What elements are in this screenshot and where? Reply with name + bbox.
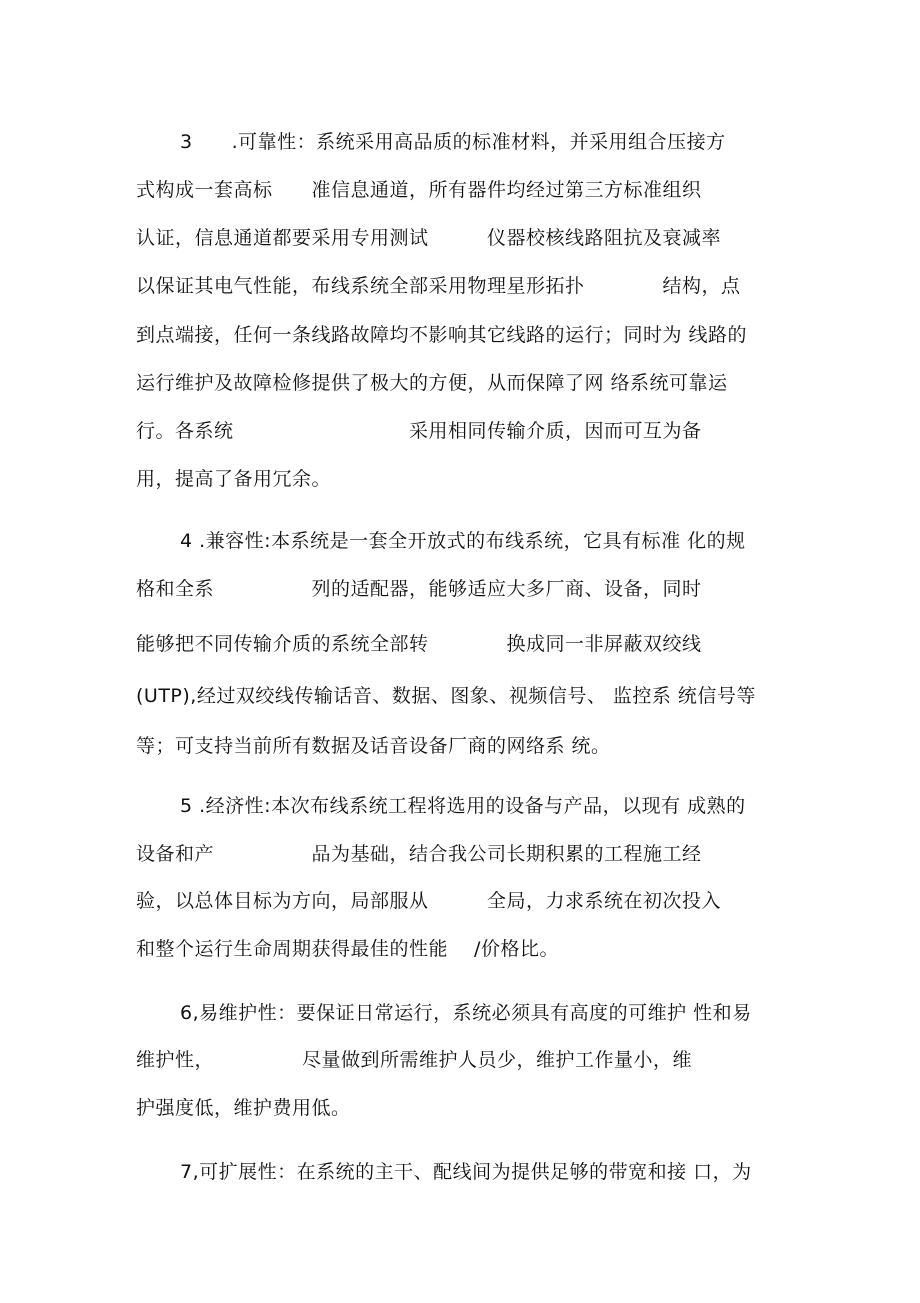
text-line: 格和全系 列的适配器，能够适应大多厂商、设备，同时 bbox=[136, 578, 702, 600]
text-line: 式构成一套高标 准信息通道，所有器件均经过第三方标准组织 bbox=[136, 179, 702, 201]
text-line: 运行维护及故障检修提供了极大的方便，从而保障了网 络系统可靠运 bbox=[136, 372, 728, 394]
text-line: (UTP),经过双绞线传输话音、数据、图象、视频信号、 监控系 统信号等 bbox=[136, 685, 756, 707]
text-line: 5 .经济性:本次布线系统工程将选用的设备与产品，以现有 成熟的 bbox=[180, 795, 746, 817]
text-line: 3 .可靠性：系统采用高品质的标准材料，并采用组合压接方 bbox=[180, 131, 726, 153]
text-line: 等；可支持当前所有数据及话音设备厂商的网络系 统。 bbox=[136, 735, 611, 757]
text-line: 设备和产 品为基础，结合我公司长期积累的工程施工经 bbox=[136, 843, 702, 865]
text-line: 维护性， 尽量做到所需维护人员少，维护工作量小，维 bbox=[136, 1049, 693, 1071]
text-line: 到点端接，任何一条线路故障均不影响其它线路的运行；同时为 线路的 bbox=[136, 324, 748, 346]
text-line: 认证，信息通道都要采用专用测试 仪器校核线路阻抗及衰减率 bbox=[136, 227, 722, 249]
text-line: 验，以总体目标为方向，局部服从 全局，力求系统在初次投入 bbox=[136, 890, 722, 912]
text-line: 用，提高了备用冗余。 bbox=[136, 468, 332, 490]
text-line: 4 .兼容性:本系统是一套全开放式的布线系统，它具有标准 化的规 bbox=[180, 530, 746, 552]
text-line: 6,易维护性：要保证日常运行，系统必须具有高度的可维护 性和易 bbox=[180, 1002, 752, 1024]
text-line: 护强度低，维护费用低。 bbox=[136, 1097, 351, 1119]
text-line: 和整个运行生命周期获得最佳的性能 /价格比。 bbox=[136, 938, 559, 960]
text-line: 行。各系统 采用相同传输介质，因而可互为备 bbox=[136, 420, 702, 442]
text-line: 以保证其电气性能，布线系统全部采用物理星形拓扑 结构，点 bbox=[136, 275, 741, 297]
text-line: 能够把不同传输介质的系统全部转 换成同一非屏蔽双绞线 bbox=[136, 633, 702, 655]
text-line: 7,可扩展性：在系统的主干、配线间为提供足够的带宽和接 口，为 bbox=[180, 1161, 752, 1183]
